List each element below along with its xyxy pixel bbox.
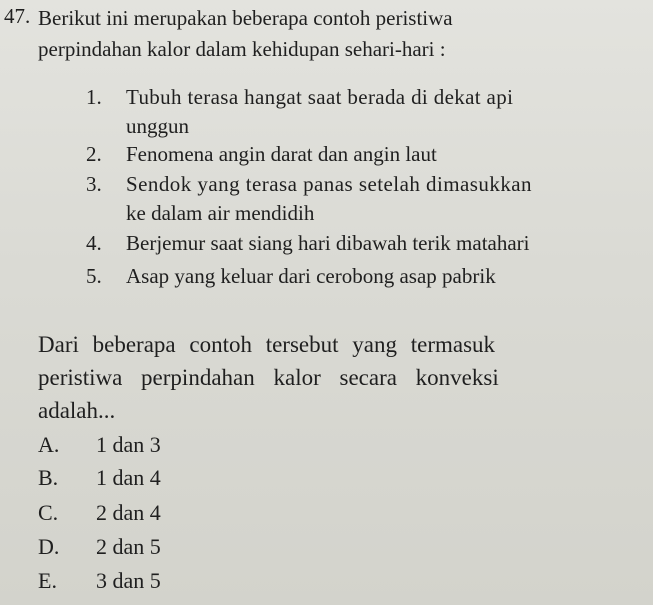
option-e[interactable] [38, 570, 238, 594]
list-item-number: 4. [86, 231, 102, 255]
list-item [86, 174, 646, 226]
prompt-text: peristiwa perpindahan kalor secara konveksi [38, 365, 499, 390]
list-item-number: 3. [86, 172, 102, 196]
list-item-text: Berjemur saat siang hari dibawah terik matahari [126, 231, 530, 255]
list-item-line: Sendok yang terasa panas setelah dimasukkan [126, 172, 532, 196]
option-value: 3 dan 5 [96, 568, 161, 593]
list-item-line: ke dalam air mendidih [126, 201, 315, 225]
question-intro-line-2: perpindahan kalor dalam kehidupan sehari-hari : [38, 37, 446, 61]
option-value: 1 dan 3 [96, 432, 161, 457]
list-item-text [126, 87, 626, 108]
option-letter: E. [38, 568, 57, 593]
list-item-number: 1. [86, 85, 102, 109]
option-d[interactable] [38, 536, 238, 560]
option-c[interactable] [38, 502, 238, 526]
option-letter: A. [38, 432, 60, 457]
option-b[interactable] [38, 467, 238, 491]
prompt-line-3: adalah... [38, 398, 116, 423]
prompt-line-1 [38, 333, 643, 356]
option-letter: D. [38, 534, 60, 559]
option-a[interactable] [38, 434, 238, 458]
prompt-line-2 [38, 366, 643, 389]
list-item-text: Fenomena angin darat dan angin laut [126, 142, 437, 166]
prompt-text: Dari beberapa contoh tersebut yang termasuk [38, 332, 496, 357]
list-item-line: Tubuh terasa hangat saat berada di dekat api [126, 85, 514, 109]
question-number: 47. [4, 4, 31, 28]
list-item [86, 233, 646, 257]
list-item-number: 5. [86, 264, 102, 288]
option-value: 2 dan 4 [96, 500, 161, 525]
option-value: 2 dan 5 [96, 534, 161, 559]
option-value: 1 dan 4 [96, 465, 161, 490]
list-item [86, 87, 626, 139]
list-item [86, 144, 626, 168]
list-item-number: 2. [86, 142, 102, 166]
list-item-line: unggun [126, 114, 189, 138]
option-letter: B. [38, 465, 59, 490]
list-item [86, 266, 646, 290]
list-item-text: Asap yang keluar dari cerobong asap pabrik [126, 264, 496, 288]
option-letter: C. [38, 500, 59, 525]
question-intro-line-1: Berikut ini merupakan beberapa contoh peristiwa [38, 6, 453, 30]
